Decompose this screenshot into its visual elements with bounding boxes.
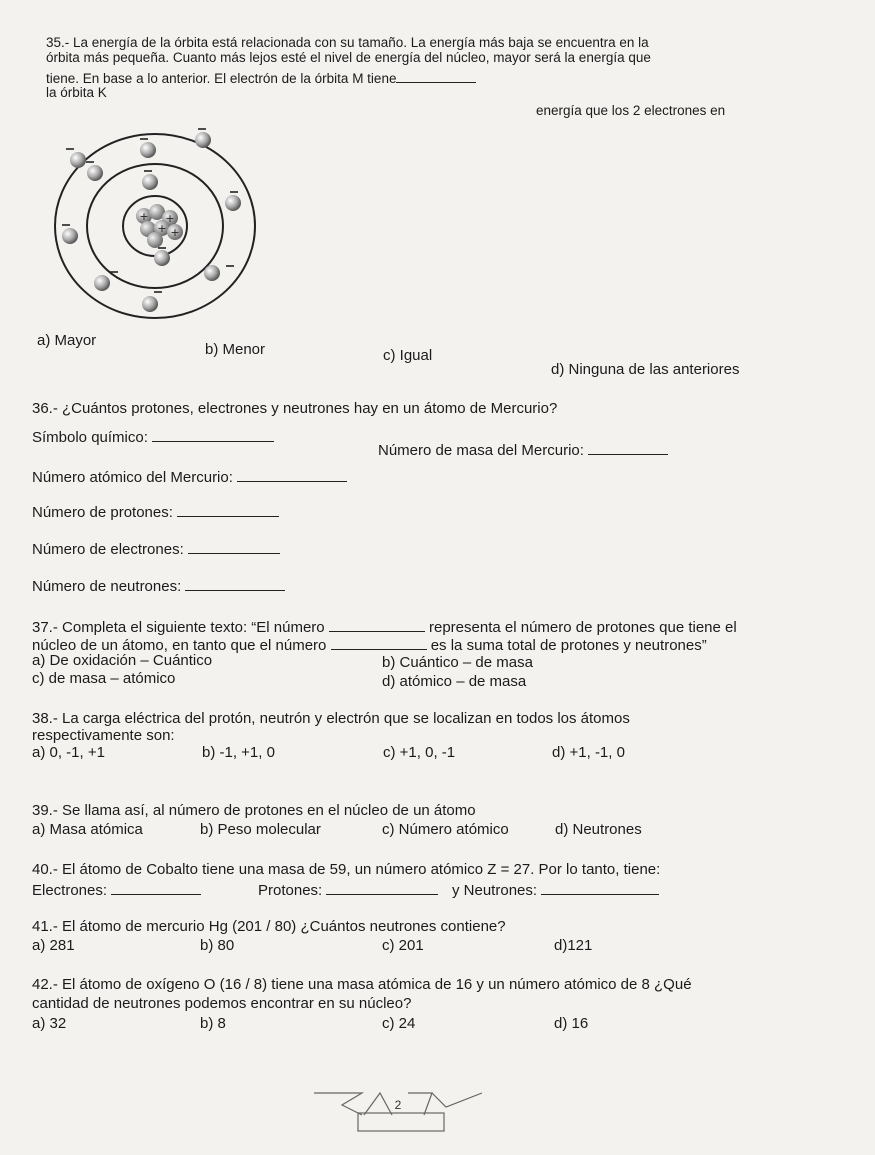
- q36-symbol-label: Símbolo químico:: [32, 429, 148, 446]
- nucleus: [136, 204, 183, 248]
- q40-protons-label: Protones:: [258, 882, 323, 899]
- q35-option-c[interactable]: c) Igual: [383, 347, 433, 364]
- q36-protons-blank[interactable]: [177, 502, 279, 517]
- q40-neutrons: [452, 880, 659, 899]
- q42-line-2: cantidad de neutrones podemos encontrar en su núcleo?: [32, 995, 412, 1012]
- q38-option-d[interactable]: d) +1, -1, 0: [552, 744, 625, 761]
- q35-line-2: órbita más pequeña. Cuanto más lejos esté el nivel de energía del núcleo, mayor será la energía que: [46, 50, 651, 65]
- q38-line-2: respectivamente son:: [32, 727, 175, 744]
- q36-symbol-blank[interactable]: [152, 427, 274, 442]
- q40-electrons-blank[interactable]: [111, 880, 201, 895]
- q40-neutrons-label: y Neutrones:: [452, 882, 538, 899]
- q41-option-b[interactable]: b) 80: [200, 937, 235, 954]
- q35-line-5: energía que los 2 electrones en: [536, 103, 726, 118]
- q36-title: 36.- ¿Cuántos protones, electrones y neutrones hay en un átomo de Mercurio?: [32, 400, 558, 417]
- q39-option-c[interactable]: c) Número atómico: [382, 821, 509, 838]
- atom-diagram: [40, 118, 270, 328]
- q40-protons-blank[interactable]: [326, 880, 438, 895]
- q36-neutrons-label: Número de neutrones:: [32, 578, 182, 595]
- q36-atomic-number-label: Número atómico del Mercurio:: [32, 469, 233, 486]
- q37-line-2b: es la suma total de protones y neutrones”: [430, 637, 707, 654]
- q37-line-1a: 37.- Completa el siguiente texto: “El número: [32, 619, 325, 636]
- q41-option-a[interactable]: a) 281: [32, 937, 75, 954]
- q37-option-c[interactable]: c) de masa – atómico: [32, 670, 176, 687]
- q35-answer-blank[interactable]: [396, 68, 476, 83]
- svg-text:+: +: [170, 226, 180, 239]
- q36-electrons-label: Número de electrones:: [32, 541, 184, 558]
- q35-line-4: la órbita K: [46, 85, 107, 100]
- q41-title: 41.- El átomo de mercurio Hg (201 / 80) ¿Cuántos neutrones contiene?: [32, 918, 506, 935]
- q37-option-a[interactable]: a) De oxidación – Cuántico: [32, 652, 213, 669]
- q36-mass-number-label: Número de masa del Mercurio:: [378, 442, 584, 459]
- q42-option-b[interactable]: b) 8: [200, 1015, 226, 1032]
- q36-mass-number-blank[interactable]: [588, 440, 668, 455]
- page-footer-ornament: [312, 1085, 492, 1135]
- q38-option-b[interactable]: b) -1, +1, 0: [202, 744, 275, 761]
- q37-line-2a: núcleo de un átomo, en tanto que el número: [32, 637, 327, 654]
- q35-line-3-text: tiene. En base a lo anterior. El electrón de la órbita M tiene: [46, 71, 397, 86]
- q36-protons: [32, 502, 279, 521]
- q36-atomic-number-blank[interactable]: [237, 467, 347, 482]
- q40-neutrons-blank[interactable]: [541, 880, 659, 895]
- q38-line-1: 38.- La carga eléctrica del protón, neutrón y electrón que se localizan en todos los átomos: [32, 710, 630, 727]
- q39-option-a[interactable]: a) Masa atómica: [32, 821, 143, 838]
- q41-option-c[interactable]: c) 201: [382, 937, 424, 954]
- q40-electrons-label: Electrones:: [32, 882, 108, 899]
- q37-option-d[interactable]: d) atómico – de masa: [382, 673, 527, 690]
- svg-text:+: +: [165, 212, 175, 225]
- q42-option-d[interactable]: d) 16: [554, 1015, 589, 1032]
- q35-option-a[interactable]: a) Mayor: [37, 332, 97, 349]
- q42-option-c[interactable]: c) 24: [382, 1015, 416, 1032]
- q36-atomic-number: [32, 467, 347, 486]
- q37-blank-2[interactable]: [331, 635, 427, 650]
- q36-electrons-blank[interactable]: [188, 539, 280, 554]
- q39-option-d[interactable]: d) Neutrones: [555, 821, 642, 838]
- q37-blank-1[interactable]: [329, 617, 425, 632]
- q40-protons: [258, 880, 438, 899]
- q35-line-1: 35.- La energía de la órbita está relacionada con su tamaño. La energía más baja se encuentra en la: [46, 35, 649, 50]
- svg-text:+: +: [139, 210, 149, 223]
- q35-line-3: [46, 68, 476, 86]
- q41-option-d[interactable]: d)121: [554, 937, 593, 954]
- q35-option-b[interactable]: b) Menor: [205, 341, 266, 358]
- q37-line-1b: representa el número de protones que tiene el: [429, 619, 737, 636]
- q42-line-1: 42.- El átomo de oxígeno O (16 / 8) tiene una masa atómica de 16 y un número atómico de 8 ¿Qué: [32, 976, 692, 993]
- q37-option-b[interactable]: b) Cuántico – de masa: [382, 654, 533, 671]
- q36-protons-label: Número de protones:: [32, 504, 173, 521]
- q36-electrons: [32, 539, 280, 558]
- q35-option-d[interactable]: d) Ninguna de las anteriores: [551, 361, 740, 378]
- q36-neutrons-blank[interactable]: [185, 576, 285, 591]
- q42-option-a[interactable]: a) 32: [32, 1015, 67, 1032]
- q38-option-a[interactable]: a) 0, -1, +1: [32, 744, 105, 761]
- q40-title: 40.- El átomo de Cobalto tiene una masa de 59, un número atómico Z = 27. Por lo tanto, tiene:: [32, 861, 661, 878]
- svg-text:+: +: [157, 222, 167, 235]
- page-number: 2: [394, 1098, 402, 1112]
- q38-option-c[interactable]: c) +1, 0, -1: [383, 744, 456, 761]
- q39-title: 39.- Se llama así, al número de protones en el núcleo de un átomo: [32, 802, 476, 819]
- q36-mass-number: [378, 440, 668, 459]
- q36-neutrons: [32, 576, 285, 595]
- q40-electrons: [32, 880, 201, 899]
- q39-option-b[interactable]: b) Peso molecular: [200, 821, 321, 838]
- q36-symbol: [32, 427, 274, 446]
- q37-line-1: [32, 617, 737, 636]
